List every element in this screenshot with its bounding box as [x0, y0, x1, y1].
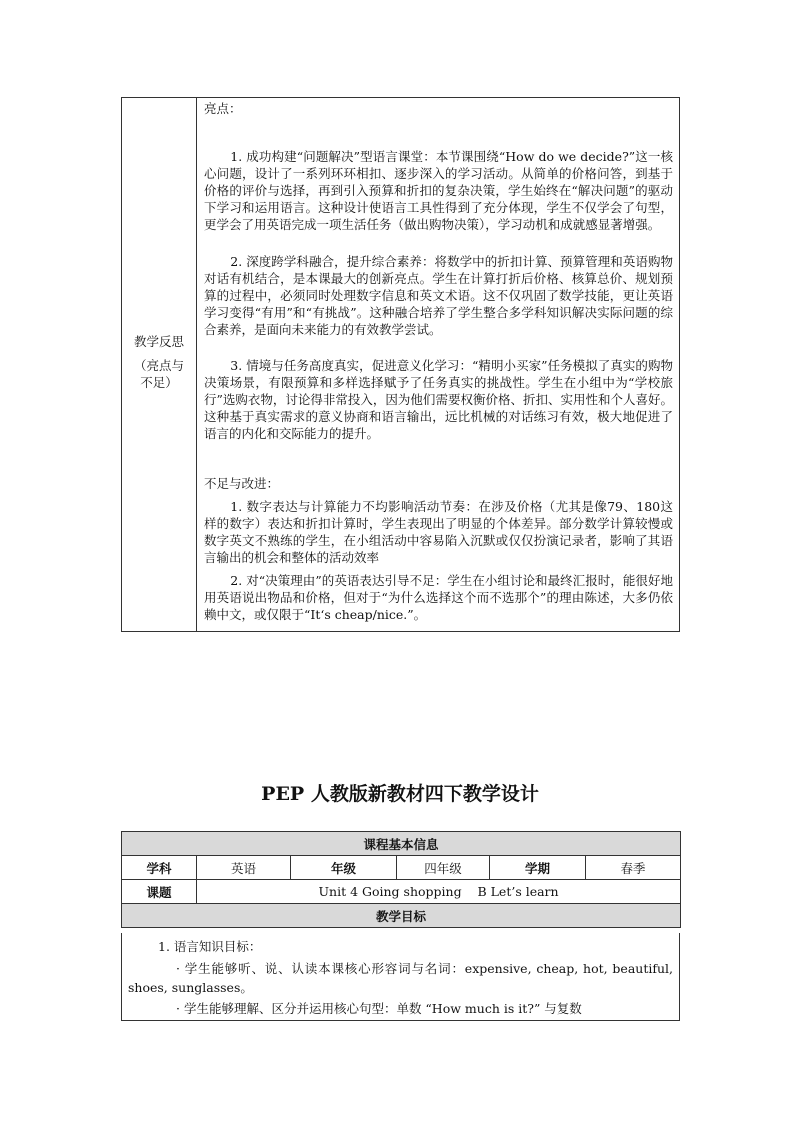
reflection-label: 教学反思 — [133, 334, 184, 349]
highlights-heading: 亮点： — [204, 101, 242, 116]
course-info-header: 课程基本信息 — [122, 832, 681, 856]
highlight-paragraph: 3. 情境与任务高度真实，促进意义化学习：“精明小买家”任务模拟了真实的购物决策场景，有限预算和多样选择赋予了任务真实的挑战性。学生在小组中为“学校旅行”选购衣物，讨论得非常投入，因为他们需要权衡价格、折扣、实用性和个人喜好。这种基于真实需求的意义协商和语言输出，远比机械的对话练习有效，极大地促进了语言的内化和交际能力的提升。 — [204, 358, 673, 441]
grade-label: 年级 — [291, 856, 397, 880]
term-label: 学期 — [490, 856, 586, 880]
subject-value: 英语 — [197, 856, 291, 880]
reflection-table — [121, 97, 680, 632]
topic-label: 课题 — [122, 880, 197, 904]
highlight-paragraph: 1. 成功构建“问题解决”型语言课堂：本节课围绕“How do we decide?”这一核心问题，设计了一系列环环相扣、逐步深入的学习活动。从简单的价格问答，到基于价格的评价与选择，再到引入预算和折扣的复杂决策，学生始终在“解决问题”的驱动下学习和运用语言。这种设计使语言工具性得到了充分体现，学生不仅学会了句型，更学会了用英语完成一项生活任务（做出购物决策），学习动机和成就感显著增强。 — [204, 149, 673, 232]
reflection-content-cell — [197, 98, 679, 631]
teaching-goals-header: 教学目标 — [122, 904, 681, 928]
teaching-goals-cell — [121, 933, 680, 1021]
goal-item: 1. 语言知识目标： — [158, 939, 262, 954]
reflection-label-sub: 不足） — [140, 375, 178, 390]
shortcomings-heading: 不足与改进： — [204, 476, 280, 491]
shortcoming-paragraph: 2. 对“决策理由”的英语表达引导不足：学生在小组讨论和最终汇报时，能很好地用英语说出物品和价格，但对于“为什么选择这个而不选那个”的理由陈述，大多仍依赖中文，或仅限于“It‘s cheap/nice.”。 — [204, 573, 673, 622]
reflection-label-sub: （亮点与 — [133, 358, 184, 373]
topic-value: Unit 4 Going shopping B Let’s learn — [197, 880, 681, 904]
subject-label: 学科 — [122, 856, 197, 880]
goal-subitem: · 学生能够听、说、认读本课核心形容词与名词：expensive, cheap, hot, beautiful, shoes, sunglasses。 — [128, 961, 673, 995]
grade-value: 四年级 — [397, 856, 490, 880]
document-title: PEP 人教版新教材四下教学设计 — [261, 783, 539, 805]
course-info-table — [121, 831, 681, 928]
highlight-paragraph: 2. 深度跨学科融合，提升综合素养：将数学中的折扣计算、预算管理和英语购物对话有机结合，是本课最大的创新亮点。学生在计算打折后价格、核算总价、规划预算的过程中，必须同时处理数字信息和英文术语。这不仅巩固了数学技能，更让英语学习变得“有用”和“有挑战”。这种融合培养了学生整合多学科知识解决实际问题的综合素养，是面向未来能力的有效教学尝试。 — [204, 254, 673, 337]
term-value: 春季 — [586, 856, 681, 880]
shortcoming-paragraph: 1. 数字表达与计算能力不均影响活动节奏：在涉及价格（尤其是像79、180这样的数字）表达和折扣计算时，学生表现出了明显的个体差异。部分数学计算较慢或数字英文不熟练的学生，在小组活动中容易陷入沉默或仅仅扮演记录者，影响了其语言输出的机会和整体的活动效率 — [204, 499, 673, 565]
goal-subitem: · 学生能够理解、区分并运用核心句型：单数 “How much is it?” 与复数 — [176, 1001, 582, 1016]
reflection-label-cell — [122, 98, 197, 631]
